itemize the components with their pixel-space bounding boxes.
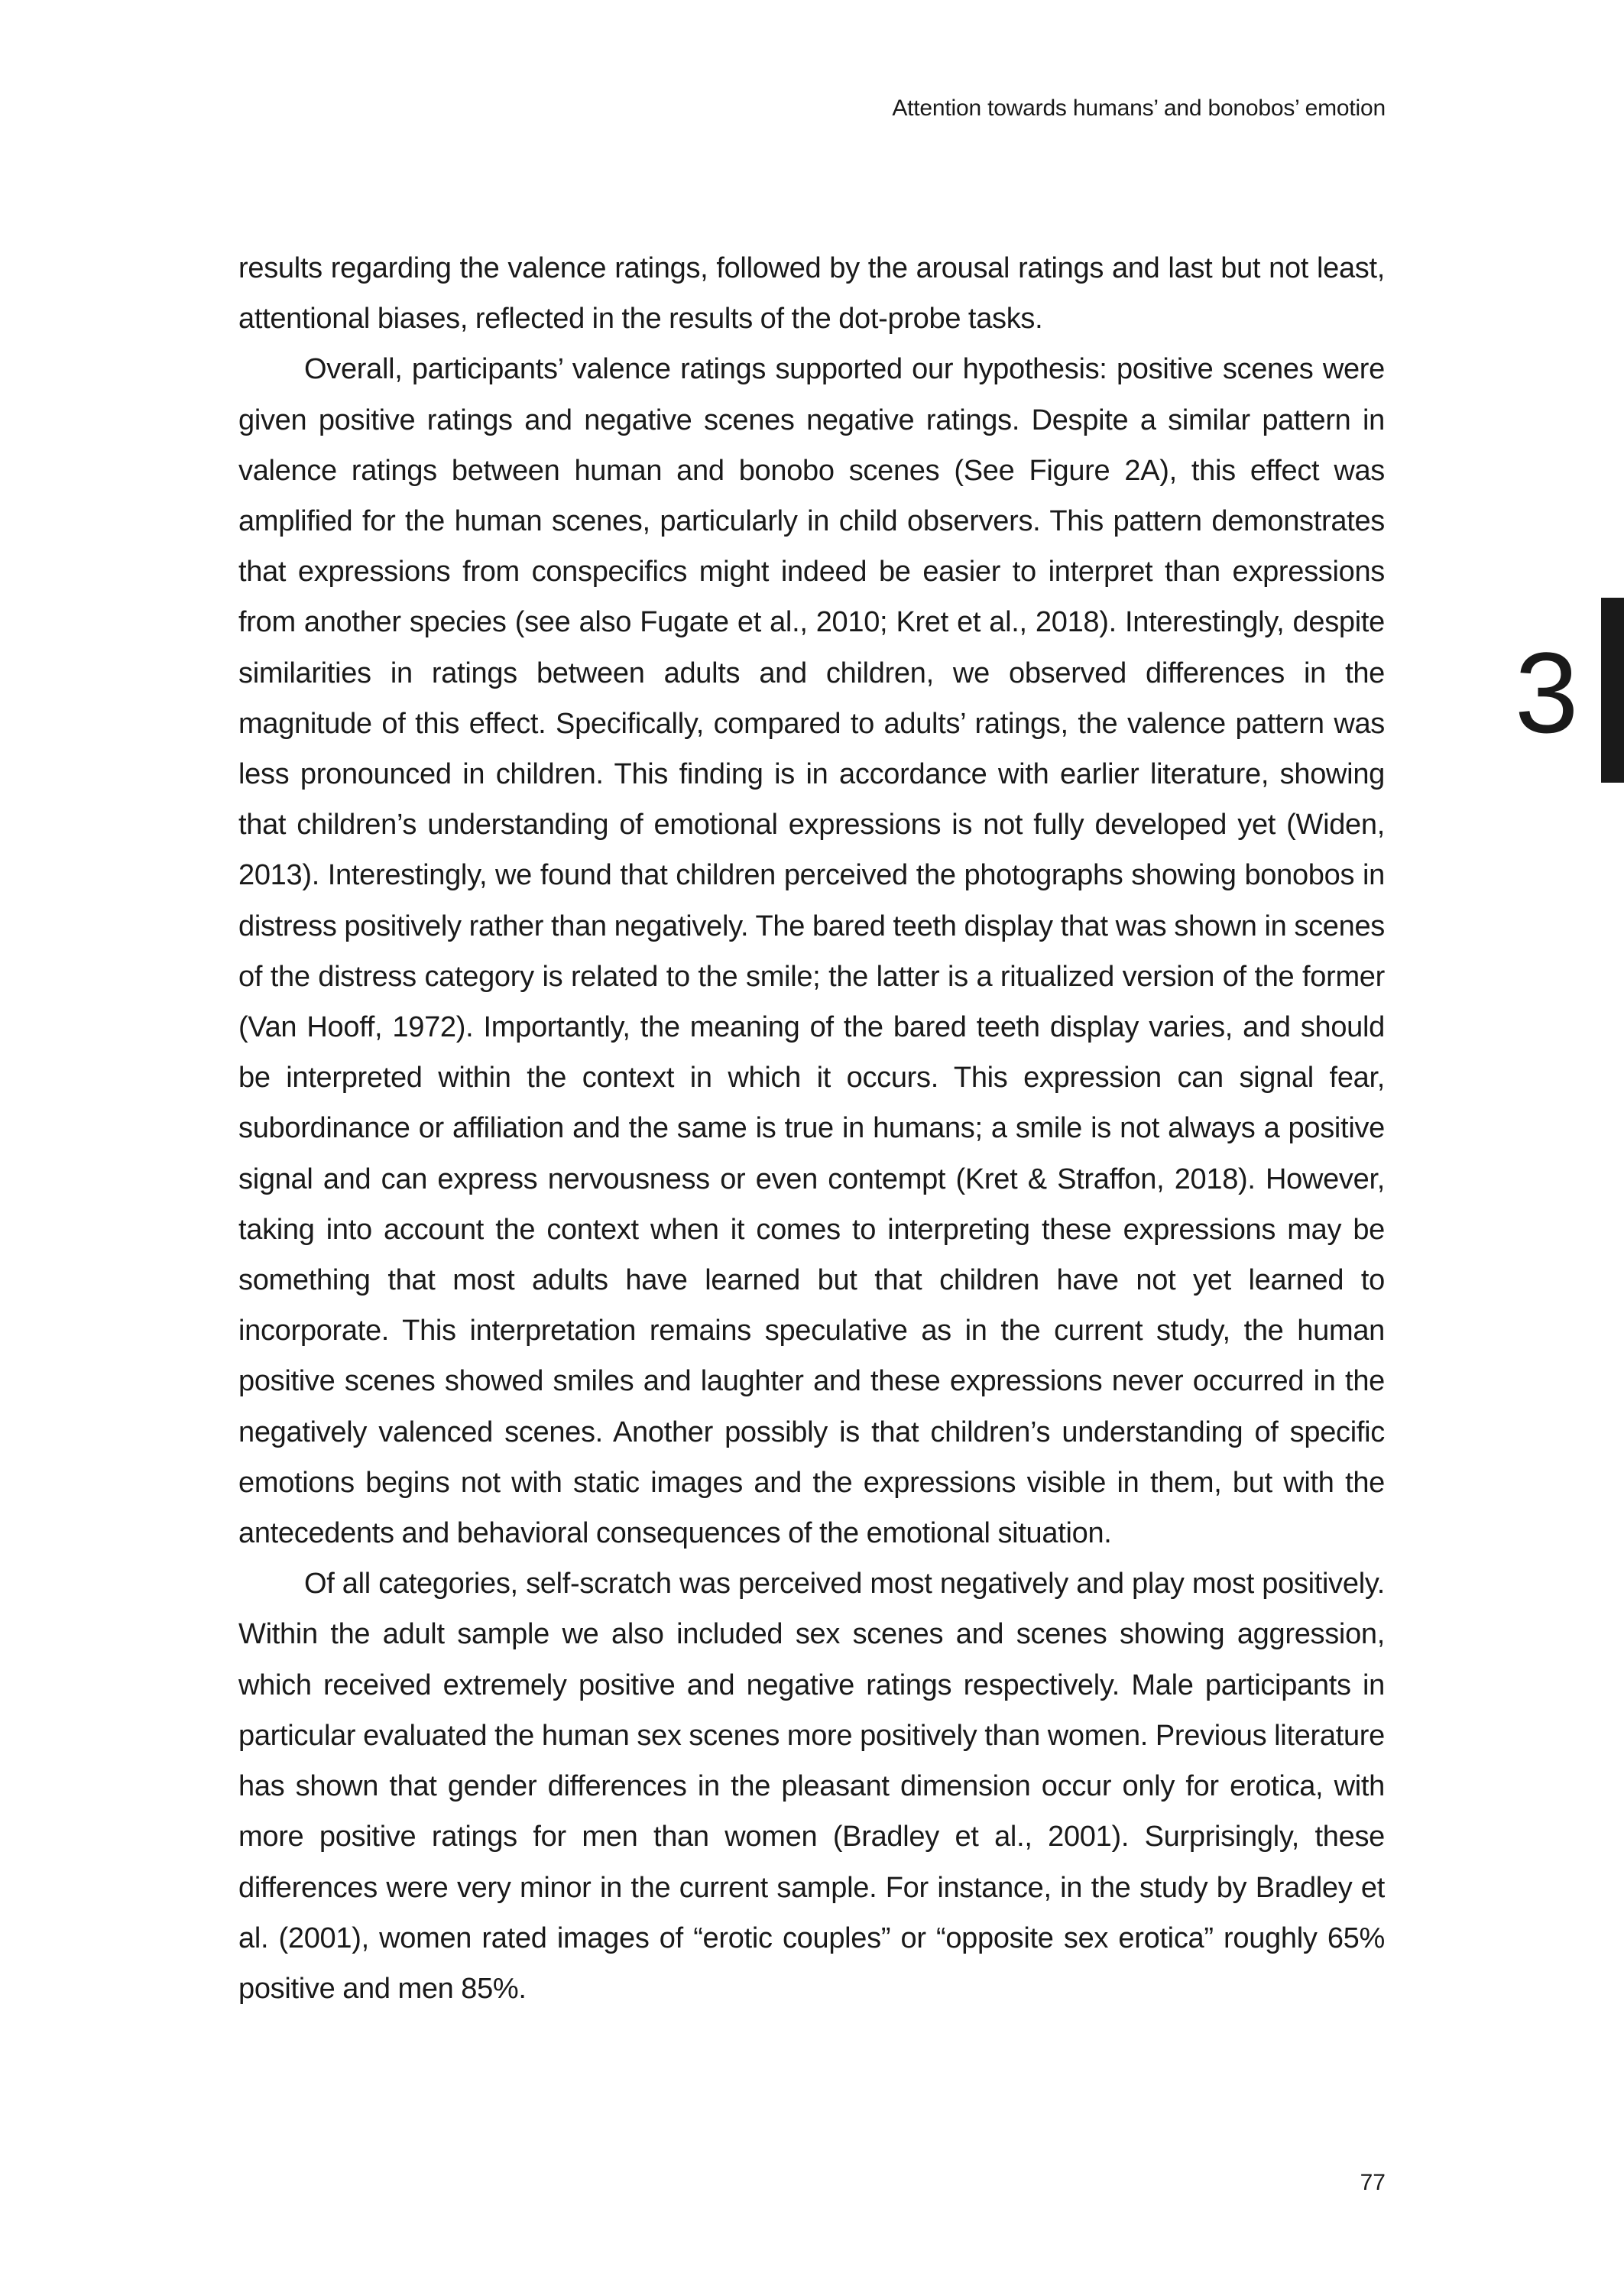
- paragraph-continuation: results regarding the valence ratings, followed by the arousal ratings and last but not least, attentional biases, reflected in the results of the dot-probe tasks.: [238, 252, 1385, 336]
- paragraph-valence-ratings: Overall, participants’ valence ratings supported our hypothesis: positive scenes were given positive ratings and negative scenes negative ratings. Despite a similar pattern in valence ratings between human and bonobo scenes (See Figure 2A), this effect was amplified for the human scenes, particularly in child observers. This pattern demonstrates that expressions from conspecifics might indeed be easier to interpret than expressions from another species (see also Fugate et al., 2010; Kret et al., 2018). Interestingly, despite similarities in ratings between adults and children, we observed differences in the magnitude of this effect. Specifically, compared to adults’ ratings, the valence pattern was less pronounced in children. This finding is in accordance with earlier literature, showing that children’s understanding of emotional expressions is not fully developed yet (Widen, 2013). Interestingly, we found that children perceived the photographs showing bonobos in distress positively rather than negatively. The bared teeth display that was shown in scenes of the distress category is related to the smile; the latter is a ritualized version of the former (Van Hooff, 1972). Importantly, the meaning of the bared teeth display varies, and should be interpreted within the context in which it occurs. This expression can signal fear, subordinance or affiliation and the same is true in humans; a smile is not always a positive signal and can express nervousness or even contempt (Kret & Straffon, 2018). However, taking into account the context when it comes to interpreting these expressions may be something that most adults have learned but that children have not yet learned to incorporate. This interpretation remains speculative as in the current study, the human positive scenes showed smiles and laughter and these expressions never occurred in the negatively valenced scenes. Another possibly is that children’s understanding of specific emotions begins not with static images and the expressions visible in them, but with the antecedents and behavioral consequences of the emotional situation.: [238, 353, 1385, 1550]
- chapter-number: 3: [1515, 628, 1579, 757]
- chapter-tab-bar: [1601, 598, 1624, 783]
- running-header: Attention towards humans’ and bonobos’ emotion: [892, 96, 1386, 121]
- body-text: [238, 243, 1385, 2014]
- page-number: 77: [1360, 2170, 1386, 2195]
- paragraph-categories: Of all categories, self-scratch was perceived most negatively and play most positively. Within the adult sample we also included sex scenes and scenes showing aggression, which received extremely positive and negative ratings respectively. Male participants in particular evaluated the human sex scenes more positively than women. Previous literature has shown that gender differences in the pleasant dimension occur only for erotica, with more positive ratings for men than women (Bradley et al., 2001). Surprisingly, these differences were very minor in the current sample. For instance, in the study by Bradley et al. (2001), women rated images of “erotic couples” or “opposite sex erotica” roughly 65% positive and men 85%.: [238, 1568, 1385, 2005]
